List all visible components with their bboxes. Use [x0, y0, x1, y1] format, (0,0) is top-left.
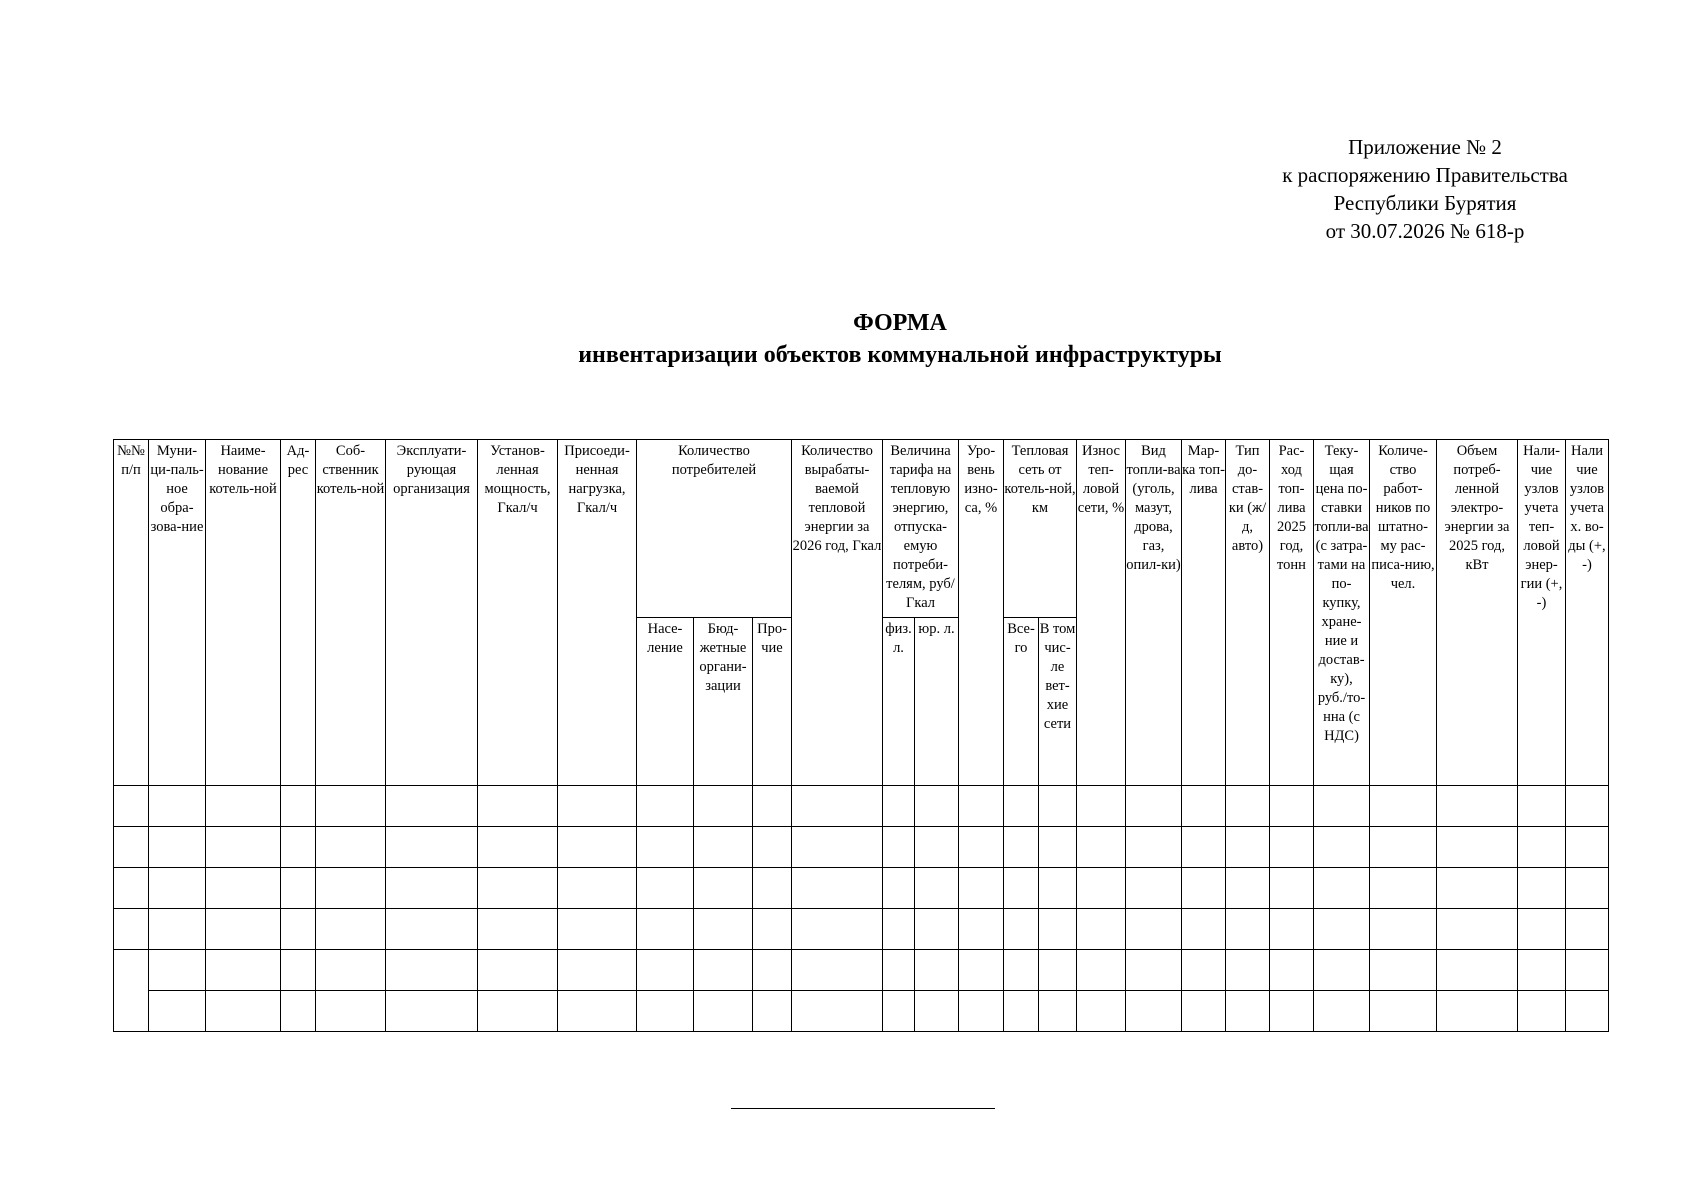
table-cell[interactable]: [1039, 827, 1077, 868]
appendix-reference: [1255, 133, 1595, 245]
header-fuel-consumption: Рас-ход топ-лива 2025 год, тонн: [1270, 440, 1314, 786]
table-cell[interactable]: [753, 909, 792, 950]
table-cell[interactable]: [694, 909, 753, 950]
table-cell[interactable]: [478, 950, 558, 991]
table-cell[interactable]: [1566, 909, 1609, 950]
table-cell[interactable]: [637, 909, 694, 950]
table-cell[interactable]: [1566, 950, 1609, 991]
table-cell[interactable]: [1126, 909, 1182, 950]
table-cell[interactable]: [883, 991, 915, 1032]
form-subtitle: инвентаризации объектов коммунальной инфраструктуры: [578, 342, 1222, 368]
table-cell[interactable]: [1182, 991, 1226, 1032]
header-heat-produced: Количество вырабаты-ваемой тепловой энергии за 2026 год, Гкал: [792, 440, 883, 786]
header-wear: Уро-вень изно-са, %: [959, 440, 1004, 786]
table-cell[interactable]: [1437, 827, 1518, 868]
table-cell[interactable]: [1077, 868, 1126, 909]
table-cell[interactable]: [959, 827, 1004, 868]
table-cell[interactable]: [1370, 950, 1437, 991]
table-cell[interactable]: [1370, 868, 1437, 909]
table-cell[interactable]: [883, 827, 915, 868]
table-cell[interactable]: [637, 991, 694, 1032]
table-cell[interactable]: [1518, 991, 1566, 1032]
table-cell[interactable]: [1314, 991, 1370, 1032]
table-cell[interactable]: [1226, 868, 1270, 909]
inventory-table: [113, 439, 1609, 1032]
table-cell[interactable]: [1270, 827, 1314, 868]
table-cell[interactable]: [1518, 950, 1566, 991]
table-cell[interactable]: [386, 786, 478, 827]
table-cell[interactable]: [281, 909, 316, 950]
table-cell[interactable]: [1270, 991, 1314, 1032]
table-cell[interactable]: [478, 991, 558, 1032]
table-cell[interactable]: [558, 991, 637, 1032]
table-cell[interactable]: [316, 868, 386, 909]
table-cell[interactable]: [1126, 950, 1182, 991]
table-cell[interactable]: [1077, 991, 1126, 1032]
table-cell[interactable]: [478, 868, 558, 909]
table-cell[interactable]: [386, 827, 478, 868]
table-cell[interactable]: [1566, 991, 1609, 1032]
table-cell[interactable]: [558, 827, 637, 868]
table-cell[interactable]: [915, 991, 959, 1032]
header-municipality: Муни-ци-паль-ное обра-зова-ние: [149, 440, 206, 786]
table-cell[interactable]: [637, 827, 694, 868]
table-cell[interactable]: [792, 950, 883, 991]
table-cell[interactable]: [1518, 909, 1566, 950]
table-cell[interactable]: [478, 827, 558, 868]
header-tariff-phys: физ. л.: [883, 618, 915, 786]
table-cell[interactable]: [694, 868, 753, 909]
table-cell[interactable]: [558, 786, 637, 827]
header-water-meters: Нали чие узлов учета х. во-ды (+, -): [1566, 440, 1609, 786]
table-cell[interactable]: [1314, 786, 1370, 827]
table-cell[interactable]: [316, 909, 386, 950]
table-cell[interactable]: [1566, 786, 1609, 827]
table-cell[interactable]: [149, 786, 206, 827]
table-cell[interactable]: [114, 909, 149, 950]
table-cell[interactable]: [1226, 991, 1270, 1032]
form-title: ФОРМА: [853, 310, 947, 336]
table-cell[interactable]: [1270, 786, 1314, 827]
header-num: №№ п/п: [114, 440, 149, 786]
table-cell[interactable]: [149, 950, 206, 991]
table-cell[interactable]: [281, 786, 316, 827]
table-cell[interactable]: [1370, 827, 1437, 868]
table-cell[interactable]: [1004, 909, 1039, 950]
table-cell[interactable]: [149, 991, 206, 1032]
table-cell[interactable]: [206, 868, 281, 909]
table-cell[interactable]: [206, 909, 281, 950]
table-cell[interactable]: [1518, 786, 1566, 827]
table-cell[interactable]: [883, 909, 915, 950]
table-cell[interactable]: [792, 786, 883, 827]
table-cell[interactable]: [753, 827, 792, 868]
table-cell[interactable]: [1039, 868, 1077, 909]
header-capacity: Установ-ленная мощность, Гкал/ч: [478, 440, 558, 786]
table-cell[interactable]: [694, 786, 753, 827]
table-cell[interactable]: [1566, 868, 1609, 909]
table-cell[interactable]: [1126, 786, 1182, 827]
table-cell[interactable]: [1182, 868, 1226, 909]
table-cell[interactable]: [883, 868, 915, 909]
header-boiler-name: Наиме-нование котель-ной: [206, 440, 281, 786]
table-cell[interactable]: [478, 909, 558, 950]
table-cell[interactable]: [386, 909, 478, 950]
header-heat-meters: Нали-чие узлов учета теп-ловой энер-гии (+, -): [1518, 440, 1566, 786]
table-cell[interactable]: [1126, 827, 1182, 868]
table-cell[interactable]: [1039, 786, 1077, 827]
table-cell[interactable]: [753, 991, 792, 1032]
table-cell[interactable]: [959, 868, 1004, 909]
table-cell[interactable]: [1077, 827, 1126, 868]
table-cell[interactable]: [959, 786, 1004, 827]
table-row: [114, 868, 1609, 909]
table-cell[interactable]: [114, 868, 149, 909]
table-cell[interactable]: [792, 868, 883, 909]
table-cell[interactable]: [959, 991, 1004, 1032]
table-cell[interactable]: [792, 827, 883, 868]
table-cell[interactable]: [1518, 868, 1566, 909]
table-cell[interactable]: [1182, 909, 1226, 950]
table-cell[interactable]: [1004, 827, 1039, 868]
table-cell[interactable]: [206, 827, 281, 868]
table-cell[interactable]: [149, 868, 206, 909]
table-cell[interactable]: [1039, 991, 1077, 1032]
table-cell[interactable]: [558, 950, 637, 991]
table-cell[interactable]: [206, 950, 281, 991]
table-cell[interactable]: [1226, 786, 1270, 827]
table-cell[interactable]: [1077, 950, 1126, 991]
table-cell[interactable]: [386, 868, 478, 909]
table-cell[interactable]: [1314, 909, 1370, 950]
table-cell[interactable]: [1039, 909, 1077, 950]
table-cell[interactable]: [753, 868, 792, 909]
table-cell[interactable]: [206, 786, 281, 827]
table-cell[interactable]: [1370, 991, 1437, 1032]
table-cell[interactable]: [753, 950, 792, 991]
header-consumers-other: Про-чие: [753, 618, 792, 786]
table-row: [114, 909, 1609, 950]
table-cell[interactable]: [558, 868, 637, 909]
table-cell[interactable]: [1270, 950, 1314, 991]
table-cell[interactable]: [281, 827, 316, 868]
table-cell[interactable]: [386, 950, 478, 991]
table-cell[interactable]: [1182, 827, 1226, 868]
table-cell[interactable]: [637, 786, 694, 827]
table-cell[interactable]: [883, 950, 915, 991]
table-cell[interactable]: [915, 827, 959, 868]
appendix-decree-line: к распоряжению Правительства: [1282, 163, 1568, 187]
table-cell[interactable]: [753, 786, 792, 827]
signature-separator-line: [731, 1108, 995, 1109]
table-cell[interactable]: [1437, 786, 1518, 827]
table-cell[interactable]: [281, 950, 316, 991]
header-electricity: Объем потреб-ленной электро-энергии за 2025 год, кВт: [1437, 440, 1518, 786]
table-cell[interactable]: [316, 786, 386, 827]
header-fuel-grade: Мар-ка топ-лива: [1182, 440, 1226, 786]
table-cell[interactable]: [1077, 909, 1126, 950]
table-cell[interactable]: [316, 950, 386, 991]
table-cell[interactable]: [206, 991, 281, 1032]
header-owner: Соб-ственник котель-ной: [316, 440, 386, 786]
table-cell[interactable]: [1566, 827, 1609, 868]
appendix-republic-line: Республики Бурятия: [1333, 191, 1517, 215]
header-consumers-budget: Бюд-жетные органи-зации: [694, 618, 753, 786]
table-cell[interactable]: [1270, 868, 1314, 909]
header-connected-load: Присоеди-ненная нагрузка, Гкал/ч: [558, 440, 637, 786]
table-cell[interactable]: [478, 786, 558, 827]
table-cell[interactable]: [694, 827, 753, 868]
table-cell[interactable]: [114, 827, 149, 868]
table-cell[interactable]: [694, 950, 753, 991]
table-cell[interactable]: [558, 909, 637, 950]
table-cell[interactable]: [1077, 786, 1126, 827]
table-cell[interactable]: [316, 991, 386, 1032]
table-cell[interactable]: [114, 950, 149, 1032]
table-cell[interactable]: [1437, 991, 1518, 1032]
table-row: [114, 950, 1609, 991]
header-address: Ад-рес: [281, 440, 316, 786]
document-title: [0, 307, 1698, 371]
table-cell[interactable]: [316, 827, 386, 868]
table-cell[interactable]: [386, 991, 478, 1032]
table-cell[interactable]: [1226, 827, 1270, 868]
table-cell[interactable]: [149, 909, 206, 950]
table-cell[interactable]: [281, 991, 316, 1032]
table-cell[interactable]: [959, 950, 1004, 991]
table-cell[interactable]: [1039, 950, 1077, 991]
table-cell[interactable]: [281, 868, 316, 909]
appendix-date-number: от 30.07.2026 № 618-р: [1325, 219, 1525, 243]
header-staff-count: Количе-ство работ-ников по штатно-му рас-писа-нию, чел.: [1370, 440, 1437, 786]
table-cell[interactable]: [1126, 991, 1182, 1032]
table-cell[interactable]: [1004, 868, 1039, 909]
header-consumers-population: Насе-ление: [637, 618, 694, 786]
header-network-total: Все-го: [1004, 618, 1039, 786]
table-cell[interactable]: [1004, 786, 1039, 827]
table-cell[interactable]: [637, 868, 694, 909]
table-row: [114, 991, 1609, 1032]
table-cell[interactable]: [1004, 991, 1039, 1032]
table-cell[interactable]: [1314, 827, 1370, 868]
table-cell[interactable]: [694, 991, 753, 1032]
table-cell[interactable]: [637, 950, 694, 991]
table-cell[interactable]: [792, 991, 883, 1032]
table-cell[interactable]: [1437, 868, 1518, 909]
table-cell[interactable]: [1518, 827, 1566, 868]
table-cell[interactable]: [915, 868, 959, 909]
table-cell[interactable]: [1226, 950, 1270, 991]
table-cell[interactable]: [1370, 786, 1437, 827]
header-consumers: Количество потребителей: [637, 440, 792, 618]
table-cell[interactable]: [1126, 868, 1182, 909]
header-tariff-jur: юр. л.: [915, 618, 959, 786]
table-cell[interactable]: [1270, 909, 1314, 950]
table-cell[interactable]: [1314, 950, 1370, 991]
header-tariff: Величина тарифа на тепловую энергию, отпуска-емую потреби-телям, руб/Гкал: [883, 440, 959, 618]
table-cell[interactable]: [1004, 950, 1039, 991]
table-cell[interactable]: [792, 909, 883, 950]
appendix-number: Приложение № 2: [1348, 135, 1502, 159]
header-operator: Эксплуати-рующая организация: [386, 440, 478, 786]
table-cell[interactable]: [1182, 950, 1226, 991]
table-cell[interactable]: [883, 786, 915, 827]
header-network-old: В том чис-ле вет-хие сети: [1039, 618, 1077, 786]
table-cell[interactable]: [915, 786, 959, 827]
table-cell[interactable]: [1437, 909, 1518, 950]
table-cell[interactable]: [915, 950, 959, 991]
header-network-wear: Износ теп-ловой сети, %: [1077, 440, 1126, 786]
table-cell[interactable]: [1226, 909, 1270, 950]
header-heat-network: Тепловая сеть от котель-ной, км: [1004, 440, 1077, 618]
table-cell[interactable]: [149, 827, 206, 868]
table-row: [114, 786, 1609, 827]
table-row: [114, 827, 1609, 868]
table-cell[interactable]: [1370, 909, 1437, 950]
table-cell[interactable]: [915, 909, 959, 950]
table-cell[interactable]: [1314, 868, 1370, 909]
header-fuel-price: Теку-щая цена по-ставки топли-ва (с затра-тами на по-купку, хране-ние и достав-ку), руб./то-нна (с НДС): [1314, 440, 1370, 786]
header-fuel-type: Вид топли-ва (уголь, мазут, дрова, газ, опил-ки): [1126, 440, 1182, 786]
header-delivery-type: Тип до-став-ки (ж/д, авто): [1226, 440, 1270, 786]
table-cell[interactable]: [959, 909, 1004, 950]
table-cell[interactable]: [1437, 950, 1518, 991]
table-cell[interactable]: [114, 786, 149, 827]
table-cell[interactable]: [1182, 786, 1226, 827]
